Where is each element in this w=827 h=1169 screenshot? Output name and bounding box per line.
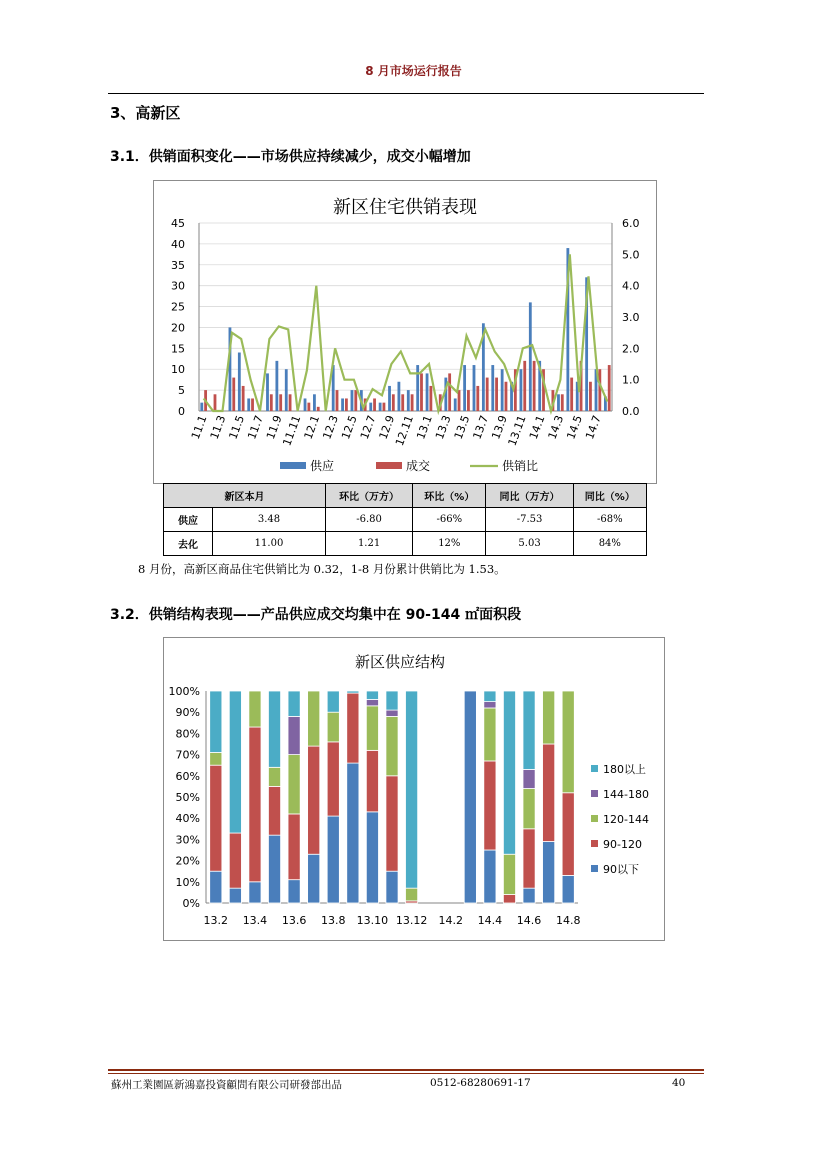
deal-bar [289, 394, 292, 411]
supply-bar [266, 373, 269, 411]
chart-title: 新区供应结构 [354, 653, 446, 671]
table-cell: -66% [413, 508, 486, 532]
deal-bar [420, 373, 423, 411]
x-tick-label: 14.7 [583, 413, 604, 442]
legend-label: 180以上 [603, 763, 646, 776]
supply-bar [351, 390, 354, 411]
deal-bar [533, 361, 536, 411]
deal-bar [495, 378, 498, 411]
supply-bar [520, 369, 523, 411]
supply-bar [529, 302, 532, 411]
stack-segment [484, 850, 496, 903]
x-tick-label: 11.5 [226, 413, 248, 442]
subsection-title-2: 3.2．供销结构表现——产品供应成交均集中在 90-144 ㎡面积段 [110, 607, 522, 623]
stack-segment [288, 814, 300, 880]
x-tick-label: 14.2 [438, 914, 463, 927]
supply-bar [247, 398, 250, 411]
supply-bar [313, 394, 316, 411]
x-tick-label: 13.1 [414, 413, 435, 442]
table-cell: 1.21 [326, 532, 413, 556]
deal-bar [232, 378, 235, 411]
stack-segment [543, 744, 555, 842]
y-tick-label: 80% [175, 727, 200, 741]
stack-segment [268, 767, 280, 786]
table-header-cell: 同比（万方） [486, 484, 573, 508]
deal-bar [336, 390, 339, 411]
y-tick-label: 45 [171, 217, 185, 230]
legend-label: 供应 [310, 459, 335, 473]
stack-segment [327, 712, 339, 742]
y-tick-label: 30% [175, 833, 200, 847]
chart-title: 新区住宅供销表现 [333, 197, 477, 218]
stack-segment [366, 691, 378, 699]
y-tick-label: 25 [171, 300, 185, 314]
stack-segment [347, 763, 359, 903]
stack-segment [523, 789, 535, 829]
legend-swatch [591, 790, 598, 797]
y-tick-label: 40 [171, 237, 185, 251]
table-row [164, 508, 647, 532]
deal-bar [486, 378, 489, 411]
y-tick-label: 60% [175, 769, 200, 783]
deal-bar [354, 390, 357, 411]
x-tick-label: 13.12 [395, 914, 428, 927]
x-tick-label: 14.8 [555, 914, 581, 927]
legend-swatch [591, 765, 598, 772]
y2-tick-label: 2.0 [622, 342, 640, 356]
supply-bar [238, 353, 241, 411]
stack-segment [288, 716, 300, 754]
supply-bar [388, 386, 391, 411]
ratio-line [204, 254, 608, 411]
deal-bar [570, 378, 573, 411]
stack-segment [386, 716, 398, 775]
y-tick-label: 90% [175, 706, 200, 720]
y-tick-label: 20% [175, 854, 200, 868]
stack-segment [523, 691, 535, 769]
deal-bar [411, 394, 414, 411]
stack-segment [347, 693, 359, 763]
stack-segment [484, 761, 496, 850]
x-tick-label: 12.9 [376, 413, 398, 442]
deal-bar [598, 369, 601, 411]
table-header-cell: 同比（%） [573, 484, 646, 508]
stack-segment [366, 706, 378, 751]
report-header: 8 月市场运行报告 [365, 64, 462, 78]
x-tick-label: 13.7 [470, 413, 492, 442]
supply-structure-chart-svg [164, 638, 664, 940]
table-row-label: 去化 [164, 532, 213, 556]
stack-segment [503, 895, 515, 903]
deal-bar [505, 382, 508, 411]
legend-swatch [591, 865, 598, 872]
legend-label: 120-144 [603, 813, 649, 826]
stack-segment [288, 691, 300, 716]
supply-bar [379, 403, 382, 411]
deal-bar [383, 403, 386, 411]
x-tick-label: 14.3 [545, 413, 567, 442]
y-tick-label: 50% [175, 791, 200, 804]
supply-bar [557, 394, 560, 411]
deal-bar [589, 382, 592, 411]
y-tick-label: 20 [171, 321, 185, 335]
x-tick-label: 12.11 [393, 413, 417, 448]
stack-segment [249, 882, 261, 903]
supply-bar [407, 390, 410, 411]
x-tick-label: 14.4 [477, 914, 503, 927]
y-tick-label: 0 [178, 405, 185, 418]
deal-bar [317, 407, 320, 411]
y-tick-label: 100% [168, 685, 200, 698]
table-cell: 84% [573, 532, 646, 556]
stack-segment [327, 691, 339, 712]
legend-label: 144-180 [603, 788, 649, 801]
stack-segment [229, 833, 241, 888]
stack-segment [249, 727, 261, 882]
deal-bar [242, 386, 245, 411]
stack-segment [386, 776, 398, 871]
footer-rule-thin [108, 1073, 704, 1074]
stack-segment [523, 888, 535, 903]
deal-bar [270, 394, 273, 411]
stack-segment [229, 888, 241, 903]
supply-bar [285, 369, 288, 411]
legend-swatch-supply [280, 462, 306, 469]
stack-segment [543, 842, 555, 903]
y2-tick-label: 4.0 [622, 279, 640, 293]
stack-segment [562, 793, 574, 876]
x-tick-label: 12.3 [320, 413, 341, 442]
stack-segment [523, 769, 535, 788]
y-tick-label: 5 [178, 384, 185, 398]
y-tick-label: 10% [175, 875, 200, 889]
x-tick-label: 12.5 [339, 413, 360, 442]
stack-segment [347, 691, 359, 693]
table-row-label: 供应 [164, 508, 213, 532]
y-tick-label: 0% [182, 897, 200, 910]
table-cell: -7.53 [486, 508, 573, 532]
stack-segment [503, 854, 515, 894]
stack-segment [210, 871, 222, 903]
stack-segment [406, 888, 418, 901]
stack-segment [386, 710, 398, 716]
deal-bar [214, 394, 217, 411]
footer-phone: 0512-68280691-17 [430, 1077, 531, 1089]
deal-bar [561, 394, 564, 411]
stack-segment [386, 871, 398, 903]
stack-segment [288, 755, 300, 814]
stack-segment [210, 752, 222, 765]
x-tick-label: 13.10 [356, 914, 389, 927]
supply-bar [463, 365, 466, 411]
supply-bar [304, 398, 307, 411]
stack-segment [484, 702, 496, 708]
stack-segment [327, 742, 339, 816]
table-header-cell: 环比（%） [413, 484, 486, 508]
x-tick-label: 11.11 [280, 413, 304, 448]
deal-bar [608, 365, 611, 411]
table-cell: -6.80 [326, 508, 413, 532]
table-cell: 3.48 [213, 508, 326, 532]
x-tick-label: 13.3 [432, 413, 454, 442]
supply-bar [501, 369, 504, 411]
supply-bar [454, 398, 457, 411]
table-cell: 5.03 [486, 532, 573, 556]
x-tick-label: 13.9 [489, 413, 510, 442]
deal-bar [345, 398, 348, 411]
x-tick-label: 11.1 [188, 413, 210, 442]
deal-bar [458, 390, 461, 411]
stack-segment [562, 691, 574, 793]
stack-segment [523, 829, 535, 888]
y2-tick-label: 5.0 [622, 248, 640, 262]
legend-swatch [591, 840, 598, 847]
stack-segment [327, 816, 339, 903]
x-tick-label: 13.6 [281, 914, 307, 927]
x-tick-label: 14.1 [526, 413, 548, 442]
legend-label: 成交 [406, 459, 431, 473]
supply-bar [200, 403, 203, 411]
table-row [164, 532, 647, 556]
subsection-title-1: 3.1．供销面积变化——市场供应持续减少，成交小幅增加 [110, 149, 471, 165]
table-cell: -68% [573, 508, 646, 532]
y2-tick-label: 3.0 [622, 311, 640, 324]
deal-bar [307, 403, 310, 411]
deal-bar [392, 394, 395, 411]
stack-segment [503, 691, 515, 854]
deal-bar [476, 386, 479, 411]
supply-bar [275, 361, 278, 411]
summary-table-header-row [164, 484, 647, 508]
x-tick-label: 11.9 [264, 413, 285, 442]
supply-bar [369, 403, 372, 411]
summary-table [163, 483, 647, 556]
footer-rule-thick [108, 1069, 704, 1071]
stack-segment [268, 691, 280, 767]
y-tick-label: 40% [175, 812, 200, 826]
x-tick-label: 13.8 [321, 914, 346, 927]
y-tick-label: 10 [171, 363, 185, 377]
legend-swatch [591, 815, 598, 822]
legend-label: 90-120 [603, 838, 642, 851]
stack-segment [366, 750, 378, 811]
legend-swatch-deal [376, 462, 402, 469]
deal-bar [429, 386, 432, 411]
supply-sales-chart [153, 180, 657, 484]
stack-segment [288, 880, 300, 903]
supply-sales-chart-svg [154, 181, 656, 483]
supply-bar [491, 365, 494, 411]
x-tick-label: 13.2 [203, 914, 229, 927]
y-tick-label: 70% [175, 748, 200, 762]
legend-label: 供销比 [502, 459, 539, 473]
deal-bar [467, 390, 470, 411]
deal-bar [279, 394, 282, 411]
stack-segment [308, 746, 320, 854]
supply-bar [473, 365, 476, 411]
stack-segment [543, 691, 555, 744]
stack-segment [268, 835, 280, 903]
x-tick-label: 12.7 [357, 413, 379, 442]
y-tick-label: 35 [171, 258, 185, 272]
x-tick-label: 14.6 [516, 914, 542, 927]
y-tick-label: 30 [171, 279, 185, 293]
deal-bar [401, 394, 404, 411]
supply-bar [416, 365, 419, 411]
stack-segment [386, 691, 398, 710]
x-tick-label: 13.5 [451, 413, 473, 442]
header-rule [108, 93, 704, 94]
footer-company: 蘇州工業園區新鴻嘉投資顧問有限公司研發部出品 [111, 1079, 342, 1091]
legend-label: 90以下 [603, 863, 639, 876]
x-tick-label: 14.5 [564, 413, 585, 442]
stack-segment [406, 691, 418, 888]
x-tick-label: 13.4 [242, 914, 268, 927]
stack-segment [562, 875, 574, 903]
table-cell: 11.00 [213, 532, 326, 556]
page-number: 40 [672, 1077, 686, 1089]
stack-segment [268, 786, 280, 835]
x-tick-label: 12.1 [301, 413, 323, 442]
deal-bar [251, 398, 254, 411]
supply-structure-chart [163, 637, 665, 941]
y2-tick-label: 0.0 [622, 405, 640, 418]
table-header-cell: 环比（万方） [326, 484, 413, 508]
table-header-cell: 新区本月 [164, 484, 326, 508]
stack-segment [484, 691, 496, 702]
stack-segment [366, 699, 378, 705]
y2-tick-label: 6.0 [622, 217, 640, 230]
stack-segment [249, 691, 261, 727]
deal-bar [448, 373, 451, 411]
deal-bar [523, 361, 526, 411]
stack-segment [464, 691, 476, 903]
section-title: 3、高新区 [110, 104, 181, 122]
supply-bar [341, 398, 344, 411]
table-cell: 12% [413, 532, 486, 556]
stack-segment [308, 691, 320, 746]
x-tick-label: 13.11 [505, 413, 529, 448]
deal-bar [373, 398, 376, 411]
y2-tick-label: 1.0 [622, 373, 640, 387]
supply-bar [426, 373, 429, 411]
stack-segment [308, 854, 320, 903]
stack-segment [210, 691, 222, 752]
stack-segment [229, 691, 241, 833]
stack-segment [366, 812, 378, 903]
supply-bar [397, 382, 400, 411]
y-tick-label: 15 [171, 342, 185, 356]
summary-paragraph: 8 月份，高新区商品住宅供销比为 0.32，1-8 月份累计供销比为 1.53。 [138, 562, 506, 576]
stack-segment [210, 765, 222, 871]
stack-segment [484, 708, 496, 761]
x-tick-label: 11.3 [207, 413, 229, 442]
x-tick-label: 11.7 [245, 413, 266, 442]
